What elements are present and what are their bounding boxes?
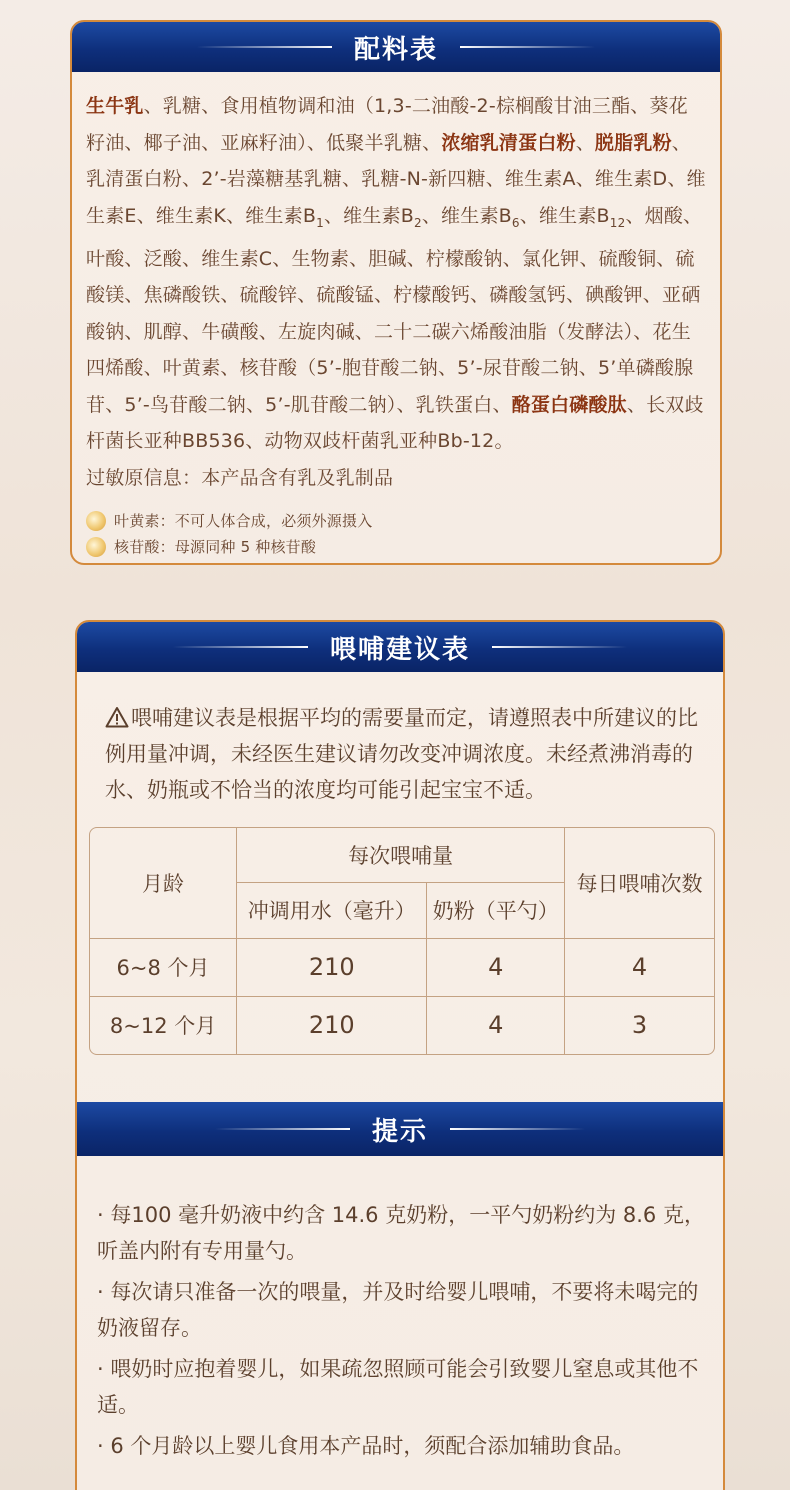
highlight-ingredient: 脱脂乳粉 [594,131,672,154]
warning-text: 喂哺建议表是根据平均的需要量而定，请遵照表中所建议的比例用量冲调，未经医生建议请勿改变冲调浓度。未经煮沸消毒的水、奶瓶或不恰当的浓度均可能引起宝宝不适。 [105,706,698,802]
feeding-header [77,622,723,672]
feeding-panel [75,620,725,1490]
feeding-table [89,827,715,1055]
tip-item: · 6 个月龄以上婴儿食用本产品时，须配合添加辅助食品。 [97,1434,635,1458]
feeding-warning [77,672,723,808]
header-decoration-left [173,646,308,648]
cell-water: 210 [237,996,427,1054]
header-decoration-right [460,46,595,48]
tips-header [77,1102,723,1156]
vitamin-subscript: 2 [414,215,422,230]
ingredient-run: 、 [575,131,595,154]
col-header-daily: 每日喂哺次数 [565,828,714,938]
table-row [90,996,714,1054]
tips-title: 提示 [371,1116,428,1147]
ingredient-run: 、维生素B [421,204,512,227]
tips-list [97,1197,717,1469]
ingredient-run: 、乳糖、食用植物调和油（1,3-二油酸-2-棕榈酸甘油三酯、葵花籽油、椰子油、亚麻籽油）、低聚半乳糖、 [86,95,688,154]
cell-powder: 4 [427,996,565,1054]
lutein-badge-icon [86,511,106,531]
tip-item: · 喂奶时应抱着婴儿，如果疏忽照顾可能会引致婴儿窒息或其他不适。 [97,1357,699,1417]
cell-daily: 4 [565,938,714,996]
nutrient-notes [86,508,706,560]
col-header-water: 冲调用水（毫升） [237,882,427,938]
tip-item: · 每次请只准备一次的喂量，并及时给婴儿喂哺，不要将未喝完的奶液留存。 [97,1280,699,1340]
header-decoration-right [450,1128,585,1130]
feeding-title: 喂哺建议表 [329,634,470,665]
header-decoration-left [215,1128,350,1130]
header-decoration-right [492,646,627,648]
ingredients-panel [70,20,722,565]
highlight-ingredient: 酪蛋白磷酸肽 [511,393,627,416]
cell-water: 210 [237,938,427,996]
note-text: 核苷酸：母源同种 5 种核苷酸 [114,537,317,556]
vitamin-subscript: 6 [511,215,520,230]
note-nucleotide [86,534,706,560]
note-lutein [86,508,706,534]
cell-age: 8~12 个月 [90,996,237,1054]
ingredient-run: 、烟酸、叶酸、泛酸、维生素C、生物素、胆碱、柠檬酸钠、氯化钾、硫酸铜、硫酸镁、焦磷酸铁、硫酸锌、硫酸锰、柠檬酸钙、磷酸氢钙、碘酸钾、亚硒酸钠、肌醇、牛磺酸、左旋肉碱、二十二碳六烯酸油脂（发酵法）、花生四烯酸、叶黄素、核苷酸（5’-胞苷酸二钠、5’-尿苷酸二钠、5’单磷酸腺苷、5’-鸟苷酸二钠、5’-肌苷酸二钠）、乳铁蛋白、 [86,204,703,416]
cell-powder: 4 [427,938,565,996]
col-header-age: 月龄 [90,828,237,938]
allergen-info: 过敏原信息：本产品含有乳及乳制品 [86,466,394,489]
col-header-powder: 奶粉（平勺） [427,882,565,938]
header-decoration-left [197,46,332,48]
cell-age: 6~8 个月 [90,938,237,996]
warning-triangle-icon [105,706,129,728]
highlight-ingredient: 浓缩乳清蛋白粉 [441,131,576,154]
ingredients-header [72,22,720,72]
ingredient-run: 、维生素B [519,204,610,227]
ingredients-title: 配料表 [353,34,438,65]
vitamin-subscript: 12 [609,215,626,230]
ingredient-run: 、维生素B [323,204,414,227]
table-row [90,938,714,996]
tip-item: · 每100 毫升奶液中约含 14.6 克奶粉，一平勺奶粉约为 8.6 克，听盖内附有专用量勺。 [97,1203,705,1263]
cell-daily: 3 [565,996,714,1054]
note-text: 叶黄素：不可人体合成，必须外源摄入 [114,511,373,530]
nucleotide-badge-icon [86,537,106,557]
vitamin-subscript: 1 [316,215,324,230]
highlight-ingredient: 生牛乳 [86,95,144,117]
ingredients-list [86,88,706,460]
col-header-per-feed: 每次喂哺量 [237,828,565,882]
ingredients-body [72,72,720,560]
ingredient-run: 、长双歧杆菌长亚种BB536、动物双歧杆菌乳亚种Bb-12。 [86,393,704,453]
ingredient-run: 、乳清蛋白粉、2’-岩藻糖基乳糖、乳糖-N-新四糖、维生素A、维生素D、维生素E、维生素K、维生素B [86,131,706,227]
